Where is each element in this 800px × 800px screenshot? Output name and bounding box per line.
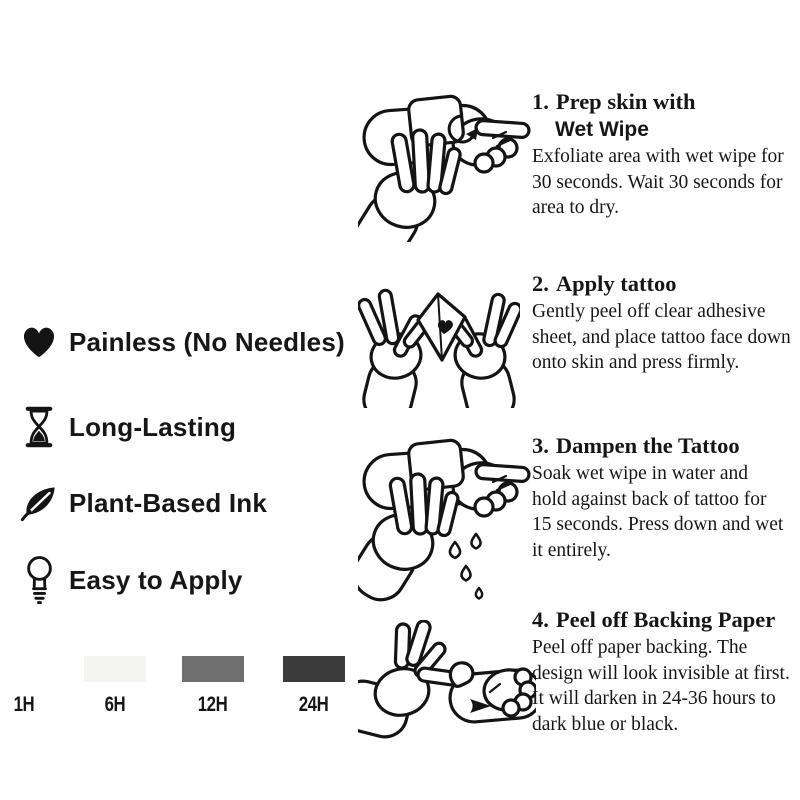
heart-icon: [18, 324, 60, 360]
feature-label-painless: Painless (No Needles): [69, 326, 345, 357]
step-2-title: 2. Apply tattoo: [532, 271, 677, 296]
feature-painless: [18, 317, 345, 367]
feature-label-long-lasting: Long-Lasting: [69, 411, 237, 442]
step-4-text: [532, 606, 798, 737]
timeline-label-24h: 24H: [299, 693, 329, 716]
color-swatch-6h: [84, 656, 146, 682]
step-3-body: Soak wet wipe in water and hold against back of tattoo for 15 seconds. Press down and wet it entirely.: [532, 463, 784, 561]
step-4-body: Peel off paper backing. The design will look invisible at first. It will darken in 24-36 hours to dark blue or black.: [532, 637, 790, 735]
timeline-label-1h: 1H: [13, 693, 35, 716]
feature-long-lasting: [18, 402, 236, 452]
lightbulb-icon: [18, 555, 60, 605]
feature-label-plant-based: Plant-Based Ink: [69, 487, 268, 518]
step-1-title: 1. Prep skin with: [532, 89, 696, 114]
feature-easy-apply: [18, 555, 243, 605]
hand-wetting-arm-illustration: [358, 430, 532, 602]
step-2-text: [532, 270, 798, 376]
hand-wiping-arm-illustration: [358, 82, 532, 242]
timeline-stage-24h: [283, 656, 345, 717]
hourglass-icon: [18, 406, 60, 448]
feature-plant-based: [18, 478, 267, 528]
step-1-text: [532, 88, 798, 221]
timeline-stage-1h: [2, 693, 46, 717]
step-3-title: 3. Dampen the Tattoo: [532, 433, 740, 458]
step-1-body: Exfoliate area with wet wipe for 30 seconds. Wait 30 seconds for area to dry.: [532, 146, 784, 218]
step-2-body: Gently peel off clear adhesive sheet, and place tattoo face down onto skin and press firmly.: [532, 301, 791, 373]
timeline-label-6h: 6H: [104, 693, 126, 716]
timeline-stage-6h: [84, 656, 146, 717]
step-3-text: [532, 432, 798, 563]
hands-peeling-adhesive-sheet-illustration: [358, 270, 520, 408]
leaf-icon: [18, 484, 60, 522]
timeline-label-12h: 12H: [198, 693, 228, 716]
color-swatch-12h: [182, 656, 244, 682]
step-4-title: 4. Peel off Backing Paper: [532, 607, 776, 632]
color-swatch-24h: [283, 656, 345, 682]
step-1-subtitle: Wet Wipe: [555, 118, 649, 141]
timeline-stage-12h: [182, 656, 244, 717]
hand-peeling-backing-paper-illustration: [358, 620, 536, 752]
feature-label-easy-apply: Easy to Apply: [69, 564, 243, 595]
